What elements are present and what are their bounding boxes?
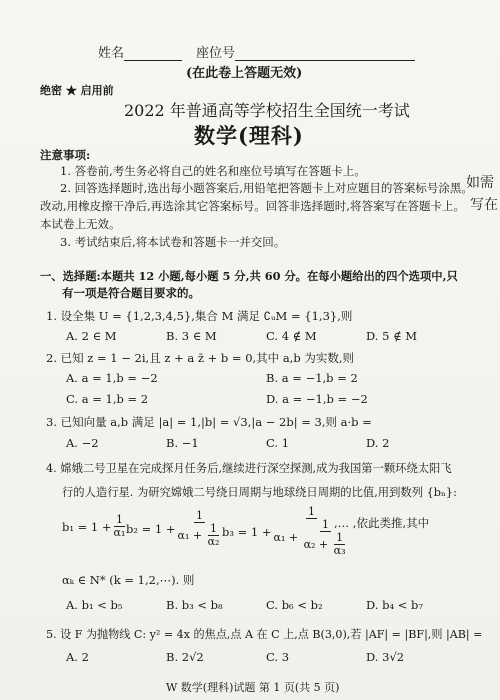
- q4-b1-num: 1: [115, 513, 123, 526]
- q4-b3-lhs: b₃ = 1 +: [222, 524, 272, 539]
- section-heading-line2: 有一项是符合题目要求的。: [62, 286, 200, 300]
- q4-b3-inner-den: α₃: [333, 544, 346, 557]
- q4-b2-den: α₁ + $\frac{1}{\text{α₂}}$: [177, 522, 220, 548]
- q5-option-c: C. 3: [266, 650, 290, 664]
- q4-b3-frac: [272, 506, 352, 557]
- q2-option-d: D. a = −1,b = −2: [266, 392, 368, 406]
- notes-heading: 注意事项:: [40, 148, 91, 162]
- q4-b3-num: 1: [308, 505, 316, 518]
- page-footer: W 数学(理科)试题 第 1 页(共 5 页): [166, 681, 340, 694]
- q3-option-b: B. −1: [166, 436, 199, 450]
- q1-option-b: B. 3 ∈ M: [166, 329, 217, 343]
- side-text-2: 写在: [470, 197, 498, 213]
- secret-label: 绝密 ★ 启用前: [40, 84, 114, 97]
- q5-option-d: D. 3√2: [366, 650, 405, 664]
- q4-b2-inner-frac: [206, 523, 222, 548]
- q4-b1-formula: [62, 514, 127, 539]
- subject-title: 数学(理科): [194, 123, 304, 148]
- seat-field: [196, 42, 415, 61]
- q4-option-b: B. b₃ < b₈: [166, 598, 223, 612]
- q4-b3-formula: [222, 506, 352, 557]
- q4-b2-inner-den: α₂: [207, 535, 220, 548]
- q1-stem: 1. 设全集 U = {1,2,3,4,5},集合 M 满足 ∁ᵤM = {1,3},则: [46, 309, 353, 323]
- q5-option-b: B. 2√2: [166, 650, 204, 664]
- q4-line2: 行的人造行星. 为研究嫦娥二号绕日周期与地球绕日周期的比值,用到数列 {bₙ}:: [62, 486, 457, 499]
- q2-stem: 2. 已知 z = 1 − 2i,且 z + a z̄ + b = 0,其中 a,b 为实数,则: [46, 351, 355, 365]
- q1-option-c: C. 4 ∉ M: [266, 329, 317, 343]
- q4-option-d: D. b₄ < b₇: [366, 598, 424, 612]
- q3-option-a: A. −2: [66, 436, 99, 450]
- q4-b1-den: α₁: [113, 526, 126, 539]
- exam-title: 2022 年普通高等学校招生全国统一考试: [124, 101, 410, 120]
- q1-option-a: A. 2 ∈ M: [66, 329, 117, 343]
- note-2a: 2. 回答选择题时,选出每小题答案后,用铅笔把答题卡上对应题目的答案标号涂黑。: [60, 181, 473, 195]
- q4-b3-a1: α₁: [273, 531, 286, 544]
- q4-b1-lhs: b₁ = 1 +: [62, 519, 112, 534]
- q4-condition: αₖ ∈ N* (k = 1,2,⋯). 则: [62, 573, 195, 587]
- q2-option-b: B. a = −1,b = 2: [266, 371, 358, 385]
- q4-option-c: C. b₆ < b₂: [266, 598, 323, 612]
- name-label: 姓名: [98, 46, 125, 61]
- q4-line1: 4. 嫦娥二号卫星在完成探月任务后,继续进行深空探测,成为我国第一颗环绕太阳飞: [46, 462, 452, 475]
- q2-option-a: A. a = 1,b = −2: [66, 371, 158, 385]
- q4-b3-mid-den: α₂ + $\frac{1}{\text{α₃}}$: [303, 531, 346, 557]
- seat-blank: [235, 48, 415, 61]
- q4-b2-num: 1: [195, 509, 203, 522]
- q5-option-a: A. 2: [66, 650, 89, 664]
- note-2b: 改动,用橡皮擦干净后,再选涂其它答案标号。回答非选择题时,将答案写在答题卡上。: [40, 199, 465, 213]
- name-blank: [124, 48, 182, 61]
- q4-b1-frac: [112, 514, 128, 539]
- q4-b3-inner-num: 1: [336, 531, 344, 544]
- q2-option-c: C. a = 1,b = 2: [66, 392, 149, 406]
- note-3: 3. 考试结束后,将本试卷和答题卡一并交回。: [60, 235, 286, 249]
- name-field: [98, 42, 182, 61]
- q1-option-d: D. 5 ∉ M: [366, 329, 418, 343]
- q4-b3-inner-frac: [332, 532, 348, 557]
- q4-option-a: A. b₁ < b₅: [66, 598, 123, 612]
- q4-tail: ,… ,依此类推,其中: [334, 516, 430, 530]
- q5-stem: 5. 设 F 为抛物线 C: y² = 4x 的焦点,点 A 在 C 上,点 B(3,0),若 |AF| = |BF|,则 |AB| =: [46, 628, 483, 641]
- q4-b2-frac: [176, 510, 224, 548]
- q4-b2-inner-num: 1: [210, 522, 218, 535]
- q3-option-c: C. 1: [266, 436, 290, 450]
- q4-b2-formula: [126, 510, 223, 548]
- q4-b3-den: α₁ + 1 α₂ + $\frac{1}{\text{α₃}}$: [272, 519, 352, 557]
- note-2c: 本试卷上无效。: [40, 217, 121, 231]
- section-heading-line1: 一、选择题:本题共 12 小题,每小题 5 分,共 60 分。在每小题给出的四个选项中,只: [40, 269, 458, 283]
- q3-stem: 3. 已知向量 a,b 满足 |a| = 1,|b| = √3,|a − 2b| = 3,则 a·b =: [46, 415, 372, 429]
- q3-option-d: D. 2: [366, 436, 390, 450]
- invalid-note: (在此卷上答题无效): [186, 66, 303, 81]
- q4-b2-a1: α₁: [177, 528, 190, 542]
- side-text-1: 如需: [466, 175, 494, 191]
- q4-b2-lhs: b₂ = 1 +: [126, 522, 176, 536]
- note-1: 1. 答卷前,考生务必将自己的姓名和座位号填写在答题卡上。: [60, 164, 366, 178]
- q4-b3-mid-num: 1: [322, 518, 330, 531]
- q4-b3-a2: α₂: [303, 537, 316, 551]
- seat-label: 座位号: [196, 46, 236, 61]
